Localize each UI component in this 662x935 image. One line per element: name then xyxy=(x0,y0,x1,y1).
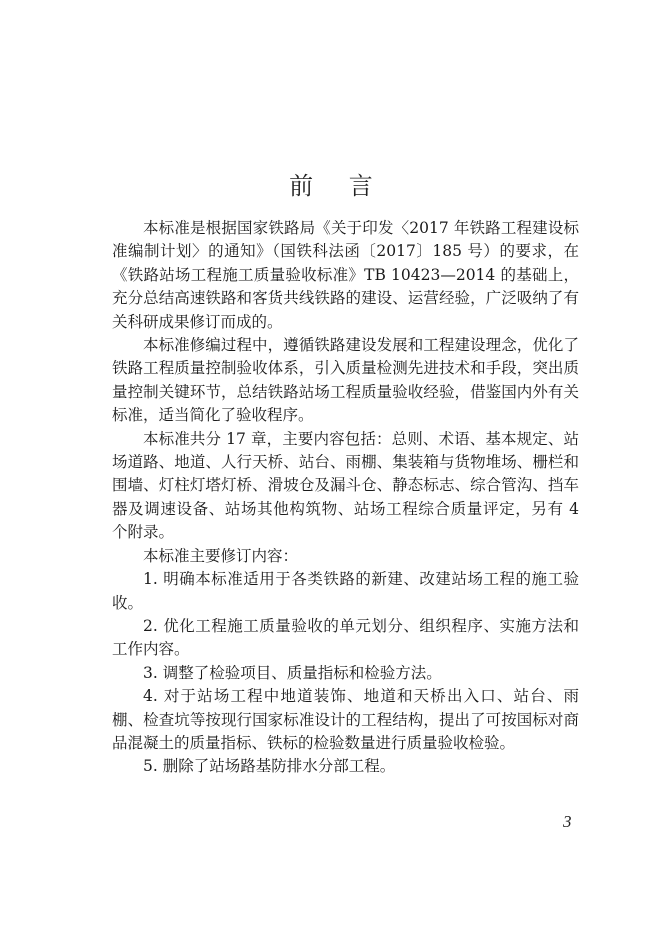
page-number: 3 xyxy=(563,812,572,831)
paragraph-chapters: 本标准共分 17 章，主要内容包括：总则、术语、基本规定、站场道路、地道、人行天桥、站台、雨棚、集装箱与货物堆场、栅栏和围墙、灯柱灯塔灯桥、滑坡仓及漏斗仓、静态标志、综合管沟、挡车器及调速设备、站场其他构筑物、站场工程综合质量评定，另有 4 个附录。 xyxy=(112,429,579,542)
document-body xyxy=(112,217,579,779)
revision-item-5: 5. 删除了站场路基防排水分部工程。 xyxy=(143,757,396,776)
revision-item-2: 2. 优化工程施工质量验收的单元划分、组织程序、实施方法和工作内容。 xyxy=(112,616,579,659)
paragraph-main-revisions-heading: 本标准主要修订内容： xyxy=(143,546,299,565)
page-title: 前 言 xyxy=(289,172,387,200)
revision-item-1: 1. 明确本标准适用于各类铁路的新建、改建站场工程的施工验收。 xyxy=(112,570,579,612)
revision-item-3: 3. 调整了检验项目、质量指标和检验方法。 xyxy=(143,663,442,682)
paragraph-basis: 本标准是根据国家铁路局《关于印发〈2017 年铁路工程建设标准编制计划〉的通知》（国铁科法函〔2017〕185 号）的要求，在《铁路站场工程施工质量验收标准》TB 10423—2014 的基础上，充分总结高速铁路和客货共线铁路的建设、运营经验，广泛吸纳了有关科研成果修订而成的。 xyxy=(112,219,579,331)
revision-item-4: 4. 对于站场工程中地道装饰、地道和天桥出入口、站台、雨棚、检查坑等按现行国家标准设计的工程结构，提出了可按国标对商品混凝土的质量指标、铁标的检验数量进行质量验收检验。 xyxy=(112,687,579,752)
paragraph-revision-process: 本标准修编过程中，遵循铁路建设发展和工程建设理念，优化了铁路工程质量控制验收体系，引入质量检测先进技术和手段，突出质量控制关键环节，总结铁路站场工程质量验收经验，借鉴国内外有关标准，适当简化了验收程序。 xyxy=(112,336,579,425)
